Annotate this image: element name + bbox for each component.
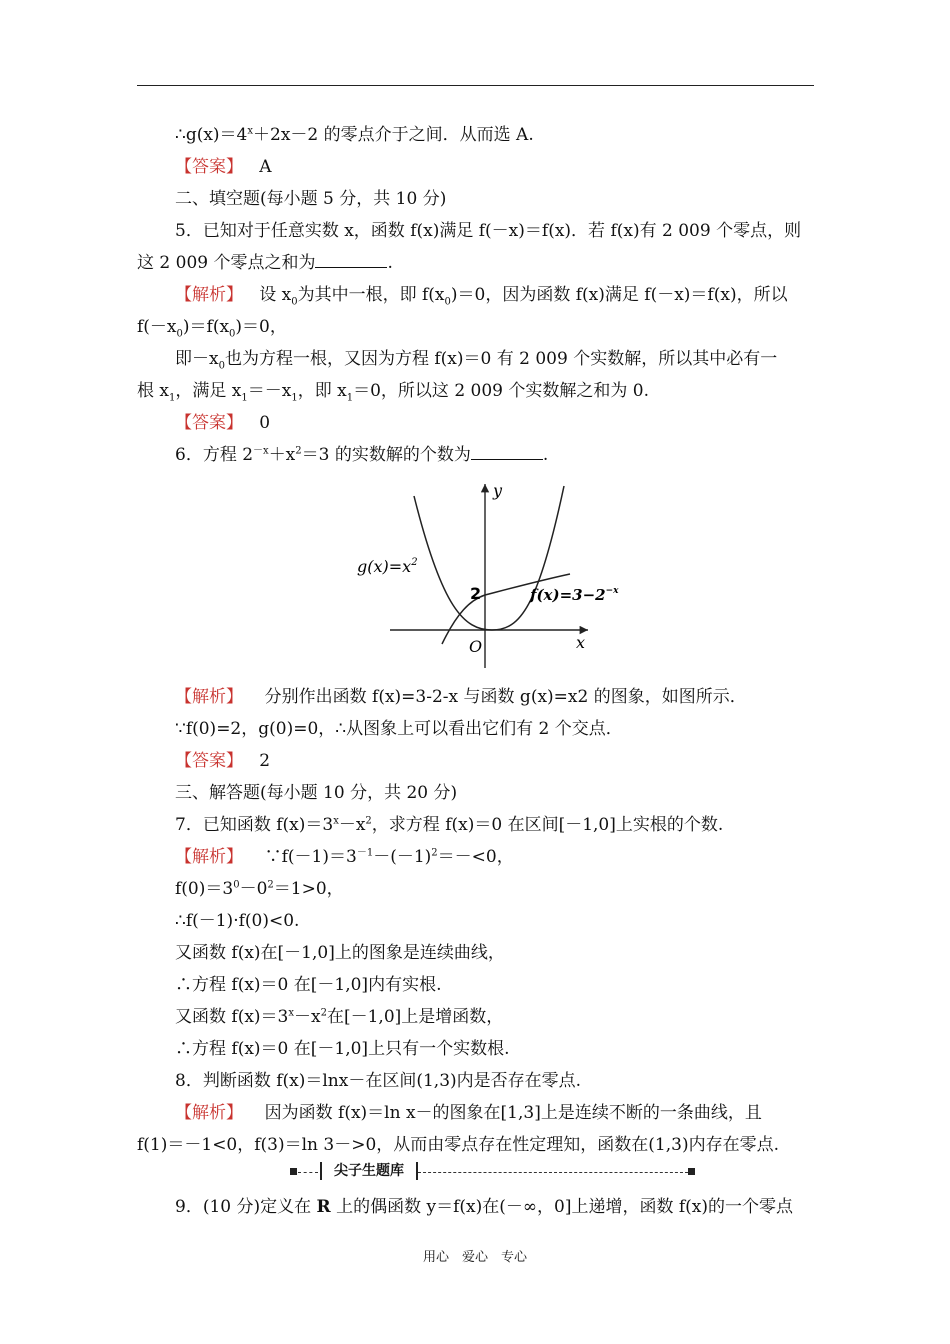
solution-8-line1: 【解析】 因为函数 f(x)＝ln x－的图象在[1,3]上是连续不断的一条曲线，且 xyxy=(175,1103,762,1123)
page-footer: 用心 爱心 专心 xyxy=(422,1250,527,1265)
exponential-curve xyxy=(442,574,570,644)
answer-blank xyxy=(471,444,543,460)
f-label: $f(x)=3-2^{-x}$ xyxy=(530,586,619,604)
question-5-line1: 5．已知对于任意实数 x，函数 f(x)满足 f(－x)＝f(x)．若 f(x)有 2 009 个零点，则 xyxy=(175,221,802,241)
x-axis-label: x xyxy=(576,633,586,652)
answer-6: 【答案】 2 xyxy=(175,751,271,771)
solution-5-line4: 根 $x_1$，满足 $x_1=-x_1$，即 $x_1=0$，所以这 2 009 个实数解之和为 0. xyxy=(137,381,650,404)
solution-5-line2: $f(-x_0)=f(x_0)=0$， xyxy=(137,317,287,340)
answer-4: 【答案】 A xyxy=(175,157,272,177)
question-8: 8．判断函数 f(x)＝lnx－在区间(1,3)内是否存在零点. xyxy=(175,1071,582,1091)
solution-5-line3: 即$-x_0$也为方程一根，又因为方程 f(x)＝0 有 2 009 个实数解，所以其中必有一 xyxy=(175,349,778,372)
solution-7-line6: 又函数 $f(x)=3^x-x^2$在[－1,0]上是增函数， xyxy=(175,1007,504,1027)
solution-5-line1: 【解析】 设 $x_0$为其中一根，即 $f(x_0)=0$，因为函数 f(x)满足 f(－x)＝f(x)，所以 xyxy=(175,285,788,308)
answer-tag: 【答案】 xyxy=(175,413,243,433)
y-axis-label: y xyxy=(493,481,503,500)
question-9: 9．(10 分)定义在 R 上的偶函数 y＝f(x)在(－∞，0]上递增，函数 f(x)的一个零点 xyxy=(175,1197,794,1217)
header-rule xyxy=(137,85,814,86)
g-label: $g(x)=x^2$ xyxy=(357,557,418,576)
answer-blank xyxy=(315,252,387,268)
origin-label: O xyxy=(469,637,483,656)
solution-7-line5: ∴方程 f(x)＝0 在[－1,0]内有实根. xyxy=(175,975,442,995)
banner-title: 尖子生题库 xyxy=(320,1162,418,1180)
y-intercept-label: 2 xyxy=(470,584,482,603)
solution-7-line1: 【解析】 $\because f(-1)=3^{-1}-(-1)^2=-<0$， xyxy=(175,847,514,867)
section-solve: 三、解答题(每小题 10 分，共 20 分) xyxy=(175,783,458,803)
solution-tag: 【解析】 xyxy=(175,285,243,305)
section-fill-in: 二、填空题(每小题 5 分，共 10 分) xyxy=(175,189,447,209)
question-6: 6．方程 $2^{-x}+x^2=3$ 的实数解的个数为 . xyxy=(175,445,549,465)
question-7: 7．已知函数 $f(x)=3^x-x^2$，求方程 f(x)＝0 在区间[－1,0]上实根的个数. xyxy=(175,815,724,835)
answer-tag: 【答案】 xyxy=(175,751,243,771)
function-graph xyxy=(352,478,632,668)
conclusion-line: $\therefore g(x)=4^x+2x-2$ 的零点介于之间．从而选 A. xyxy=(175,125,534,145)
parabola-curve xyxy=(414,486,564,630)
answer-tag: 【答案】 xyxy=(175,157,243,177)
answer-5: 【答案】 0 xyxy=(175,413,271,433)
solution-7-line2: $f(0)=3^0-0^2=1>0$， xyxy=(175,879,344,899)
solution-7-line4: 又函数 f(x)在[－1,0]上的图象是连续曲线， xyxy=(175,943,505,963)
solution-8-line2: f(1)＝－1<0，f(3)＝ln 3－>0，从而由零点存在性定理知，函数在(1,3)内存在零点. xyxy=(137,1135,779,1155)
solution-tag: 【解析】 xyxy=(175,847,243,867)
solution-7-line7: ∴方程 f(x)＝0 在[－1,0]上只有一个实数根. xyxy=(175,1039,510,1059)
solution-6-line1: 【解析】 分别作出函数 f(x)=3-2-x 与函数 g(x)=x2 的图象，如图所示． xyxy=(175,687,747,707)
question-5-line2: 这 2 009 个零点之和为 . xyxy=(137,253,393,273)
solution-7-line3: ∴f(－1)·f(0)<0. xyxy=(175,911,300,931)
section-banner xyxy=(290,1162,695,1182)
solution-6-line2: ∵f(0)=2，g(0)=0，∴从图象上可以看出它们有 2 个交点． xyxy=(175,719,623,739)
graph-svg xyxy=(352,478,632,668)
solution-tag: 【解析】 xyxy=(175,1103,243,1123)
solution-tag: 【解析】 xyxy=(175,687,243,707)
